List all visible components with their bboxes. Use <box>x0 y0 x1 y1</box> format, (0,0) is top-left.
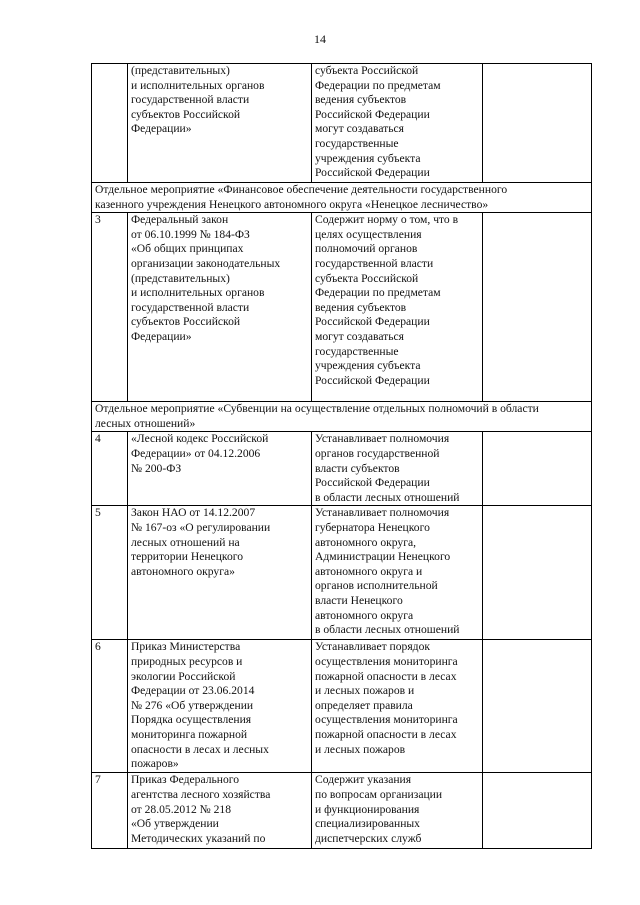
act-content-cell <box>312 506 483 640</box>
text-line: органов исполнительной <box>315 579 438 593</box>
note-cell <box>483 213 592 402</box>
row-number: 3 <box>92 213 128 402</box>
text-line: осуществления мониторинга <box>315 713 458 727</box>
text-line: автономного округа, <box>315 535 416 549</box>
text-line: мониторинга пожарной <box>131 727 248 741</box>
text-line: и функционирования <box>315 802 420 816</box>
text-line: Закон НАО от 14.12.2007 <box>131 506 256 520</box>
text-line: Содержит указания <box>315 773 412 787</box>
text-line: лесных отношений» <box>95 416 196 430</box>
text-line: автономного округа» <box>131 564 235 578</box>
text-line: автономного округа <box>315 608 414 622</box>
table-row <box>92 640 592 773</box>
text-line: и лесных пожаров и <box>315 684 415 698</box>
text-line: «Лесной кодекс Российской <box>131 432 269 446</box>
act-content-cell <box>312 213 483 402</box>
text-line: Устанавливает порядок <box>315 640 431 654</box>
text-line: диспетчерских служб <box>315 831 422 845</box>
table-row <box>92 506 592 640</box>
text-line: государственные <box>315 344 399 358</box>
act-content-cell <box>312 773 483 849</box>
text-line: (представительных) <box>131 64 230 77</box>
section-heading <box>92 183 592 213</box>
note-cell <box>483 64 592 183</box>
note-cell <box>483 506 592 640</box>
text-line: учреждения субъекта <box>315 359 421 373</box>
text-line: территории Ненецкого <box>131 550 244 564</box>
row-number: 6 <box>92 640 128 773</box>
text-line: Устанавливает полномочия <box>315 432 450 446</box>
text-line: и исполнительных органов <box>131 78 265 92</box>
text-line: Отдельное мероприятие «Финансовое обеспечение деятельности государственного <box>95 183 508 196</box>
text-line: «Об общих принципах <box>131 242 244 256</box>
row-number: 4 <box>92 432 128 506</box>
act-content-cell <box>312 432 483 506</box>
text-line: целях осуществления <box>315 227 422 241</box>
text-line: Российской Федерации <box>315 315 430 329</box>
row-number: 5 <box>92 506 128 640</box>
text-line: государственной власти <box>131 93 250 107</box>
text-line: опасности в лесах и лесных <box>131 742 269 756</box>
text-line: Содержит норму о том, что в <box>315 213 459 227</box>
text-line: Администрации Ненецкого <box>315 550 451 564</box>
legal-basis-table <box>91 63 592 849</box>
text-line: в области лесных отношений <box>315 490 460 504</box>
text-line: № 167-оз «О регулировании <box>131 520 271 534</box>
text-line: Федерации от 23.06.2014 <box>131 684 255 698</box>
text-line: Порядка осуществления <box>131 713 252 727</box>
legal-act-cell <box>128 64 312 183</box>
text-line: Федерации» <box>131 122 192 136</box>
legal-act-cell <box>128 432 312 506</box>
text-line: казенного учреждения Ненецкого автономного округа «Ненецкое лесничество» <box>95 197 489 211</box>
legal-act-cell <box>128 213 312 402</box>
text-line: Устанавливает полномочия <box>315 506 450 520</box>
section-heading <box>92 402 592 432</box>
text-line: специализированных <box>315 817 420 831</box>
legal-act-cell <box>128 773 312 849</box>
text-line: губернатора Ненецкого <box>315 520 430 534</box>
text-line: полномочий органов <box>315 242 418 256</box>
text-line: Приказ Министерства <box>131 640 241 654</box>
text-line: от 06.10.1999 № 184-ФЗ <box>131 227 250 241</box>
text-line: ведения субъектов <box>315 93 407 107</box>
text-line: «Об утверждении <box>131 817 219 831</box>
text-line: (представительных) <box>131 271 230 285</box>
table-row <box>92 773 592 849</box>
section-row <box>92 402 592 432</box>
row-number: 7 <box>92 773 128 849</box>
text-line: власти Ненецкого <box>315 593 403 607</box>
text-line: могут создаваться <box>315 122 405 136</box>
text-line: субъекта Российской <box>315 64 419 77</box>
text-line: определяет правила <box>315 698 413 712</box>
text-line: субъектов Российской <box>131 107 241 121</box>
act-content-cell <box>312 64 483 183</box>
text-line: государственные <box>315 136 399 150</box>
text-line: природных ресурсов и <box>131 654 243 668</box>
text-line: автономного округа и <box>315 564 423 578</box>
text-line: Федерации» от 04.12.2006 <box>131 446 261 460</box>
text-line: государственной власти <box>131 300 250 314</box>
row-number <box>92 64 128 183</box>
text-line: ведения субъектов <box>315 300 407 314</box>
text-line: от 28.05.2012 № 218 <box>131 802 232 816</box>
text-line: экологии Российской <box>131 669 236 683</box>
text-line: Российской Федерации <box>315 373 430 387</box>
text-line: могут создаваться <box>315 329 405 343</box>
text-line: Отдельное мероприятие «Субвенции на осуществление отдельных полномочий в области <box>95 402 539 416</box>
legal-act-cell <box>128 506 312 640</box>
text-line: Федеральный закон <box>131 213 229 227</box>
text-line: по вопросам организации <box>315 787 443 801</box>
text-line: лесных отношений на <box>131 535 240 549</box>
table-row <box>92 213 592 402</box>
text-line: № 200-ФЗ <box>131 461 182 475</box>
text-line: субъектов Российской <box>131 315 241 329</box>
text-line: пожарной опасности в лесах <box>315 669 457 683</box>
text-line: организации законодательных <box>131 256 281 270</box>
table-row <box>92 64 592 183</box>
text-line: Федерации» <box>131 329 192 343</box>
note-cell <box>483 432 592 506</box>
act-content-cell <box>312 640 483 773</box>
text-line: осуществления мониторинга <box>315 654 458 668</box>
text-line: Приказ Федерального <box>131 773 240 787</box>
section-row <box>92 183 592 213</box>
page-number: 14 <box>314 32 326 46</box>
text-line: Российской Федерации <box>315 166 430 180</box>
text-line: учреждения субъекта <box>315 151 421 165</box>
text-line: субъекта Российской <box>315 271 419 285</box>
text-line: агентства лесного хозяйства <box>131 787 271 801</box>
note-cell <box>483 773 592 849</box>
note-cell <box>483 640 592 773</box>
text-line: власти субъектов <box>315 461 400 475</box>
text-line: Российской Федерации <box>315 107 430 121</box>
text-line: Методических указаний по <box>131 831 266 845</box>
legal-act-cell <box>128 640 312 773</box>
table-row <box>92 432 592 506</box>
text-line: пожаров» <box>131 757 179 771</box>
text-line: Федерации по предметам <box>315 286 441 300</box>
text-line: в области лесных отношений <box>315 623 460 637</box>
text-line: Федерации по предметам <box>315 78 441 92</box>
text-line: и лесных пожаров <box>315 742 406 756</box>
text-line: органов государственной <box>315 446 440 460</box>
text-line: № 276 «Об утверждении <box>131 698 254 712</box>
text-line: Российской Федерации <box>315 476 430 490</box>
text-line: и исполнительных органов <box>131 286 265 300</box>
text-line: пожарной опасности в лесах <box>315 727 457 741</box>
text-line: государственной власти <box>315 256 434 270</box>
